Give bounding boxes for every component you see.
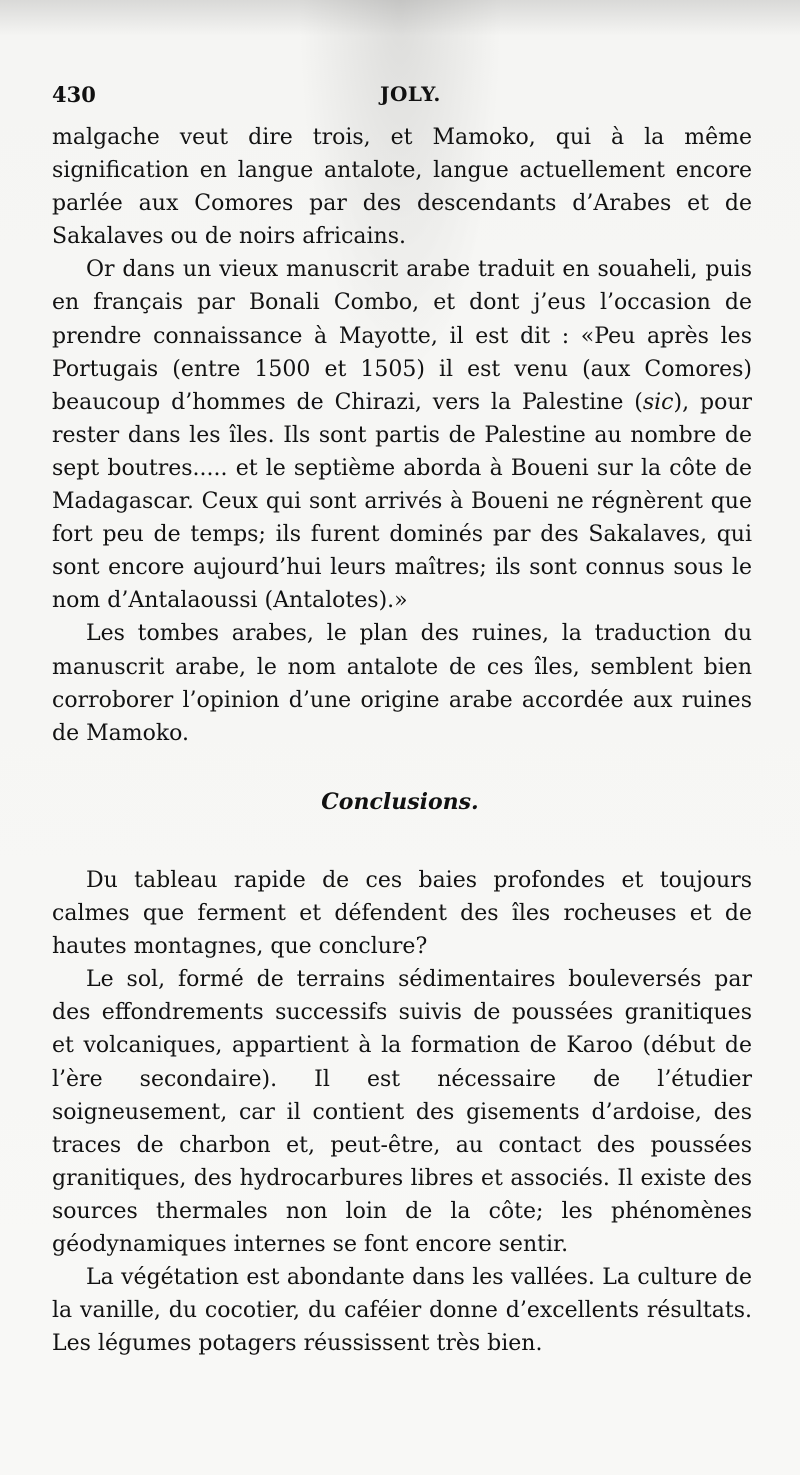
paragraph-1: malgache veut dire trois, et Mamoko, qui à la même signification en langue antalote, langue actuellement encore parlée aux Comores par des descendants d’Arabes et de Sakalaves ou de noirs africains. — [52, 125, 752, 250]
page-number: 430 — [52, 82, 96, 107]
paragraph-2-text-a: Or dans un vieux manuscrit arabe traduit en souaheli, puis en français par Bonali Combo, et dont j’eus l’occasion de prendre connaissance à Mayotte, il est dit : «Peu après les Portugais (entre 1500 et 1505) il est venu (aux Comores) beaucoup d’hommes de Chirazi, vers la Palestine ( — [52, 257, 752, 415]
conclusion-paragraph-1: Du tableau rapide de ces baies profondes et toujours calmes que ferment et défendent des îles rocheuses et de hautes montagnes, que conclure? — [52, 868, 752, 960]
paragraph-3: Les tombes arabes, le plan des ruines, la traduction du manuscrit arabe, le nom antalote de ces îles, semblent bien corroborer l’opinion d’une origine arabe accordée aux ruines de Mamoko. — [52, 621, 752, 746]
conclusions-text — [52, 864, 752, 1360]
paragraph-2-text-b: ), pour rester dans les îles. Ils sont partis de Palestine au nombre de sept boutres..... et le septième aborda à Boueni sur la côte de Madagascar. Ceux qui sont arrivés à Boueni ne régnèrent que fort peu de temps; ils furent dominés par des Sakalaves, qui sont encore aujourd’hui leurs maîtres; ils sont connus sous le nom d’Antalaoussi (Antalotes).» — [52, 389, 753, 614]
conclusion-paragraph-2: Le sol, formé de terrains sédimentaires bouleversés par des effondrements successifs suivis de poussées granitiques et volcaniques, appartient à la formation de Karoo (début de l’ère secondaire). Il est nécessaire de l’étudier soigneusement, car il contient des gisements d’ardoise, des traces de charbon et, peut-être, au contact des poussées granitiques, des hydrocarbures libres et associés. Il existe des sources thermales non loin de la côte; les phénomènes géodynamiques internes se font encore sentir. — [52, 967, 752, 1258]
page-top-shadow — [0, 0, 800, 36]
section-heading: Conclusions. — [321, 789, 479, 815]
paragraph-2-sic: sic — [642, 389, 674, 415]
conclusion-paragraph-3: La végétation est abondante dans les vallées. La culture de la vanille, du cocotier, du caféier donne d’excellents résultats. Les légumes potagers réussissent très bien. — [52, 1265, 752, 1357]
paragraph-2 — [52, 253, 752, 617]
running-title: JOLY. — [380, 82, 441, 106]
main-text — [52, 121, 752, 750]
page-header — [52, 82, 752, 112]
